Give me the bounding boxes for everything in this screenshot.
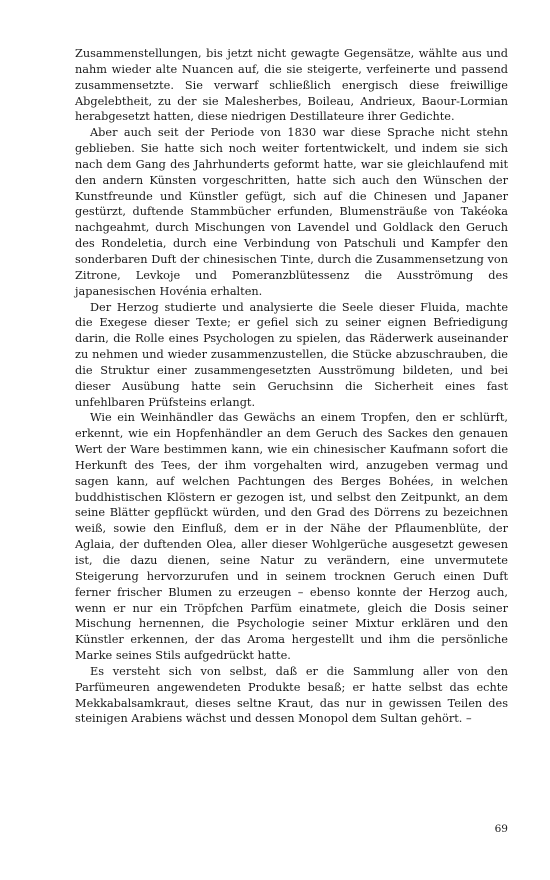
- paragraph-continuation: Zusammenstellungen, bis jetzt nicht gewagte Gegensätze, wählte aus und nahm wieder alte Nuancen auf, die sie steigerte, verfeinerte und passend zusammensetzte. Sie verwarf schließlich energisch diese freiwillige Abgelebtheit, zu der sie Malesherbes, Boileau, Andrieux, Baour-Lormian herabgesetzt hatten, diese niedrigen Destillateure ihrer Gedichte.: [75, 47, 508, 124]
- paragraph-wine-merchant: Wie ein Weinhändler das Gewächs an einem Tropfen, den er schlürft, erkennt, wie ein Hopfenhändler an dem Geruch des Sackes den genauen Wert der Ware bestimmen kann, wie ein chinesischer Kaufmann sofort die Herkunft des Tees, der ihm vorgehalten wird, anzugeben vermag und sagen kann, auf welchen Pachtungen des Berges Bohées, in welchen buddhistischen Klöstern er gezogen ist, und selbst den Zeitpunkt, an dem seine Blätter gepflückt würden, und den Grad des Dörrens zu bezeichnen weiß, sowie den Einfluß, dem er in der Nähe der Pflaumenblüte, der Aglaia, der duftenden Olea, aller dieser Wohlgerüche ausgesetzt gewesen ist, die dazu dienen, seine Natur zu verändern, eine unvermutete Steigerung hervorzurufen und in seinem trocknen Geruch einen Duft ferner frischer Blumen zu erzeugen – ebenso konnte der Herzog auch, wenn er nur ein Tröpfchen Parfüm einatmete, gleich die Dosis seiner Mischung hernennen, die Psychologie seiner Mixtur erklären und den Künstler erkennen, der das Aroma hergestellt und ihm die persönliche Marke seines Stils aufgedrückt hatte.: [75, 411, 508, 663]
- paragraph-language-development: Aber auch seit der Periode von 1830 war diese Sprache nicht stehn geblieben. Sie hatte sich noch weiter fortentwickelt, und indem sie sich nach dem Gang des Jahrhunderts geformt hatte, war sie gleichlaufend mit den andern Künsten vorgeschritten, hatte sich auch den Wünschen der Kunstfreunde und Künstler gefügt, sich auf die Chinesen und Japaner gestürzt, duftende Stammbücher erfunden, Blumensträuße von Takéoka nachgeahmt, durch Mischungen von Lavendel und Goldlack den Geruch des Rondeletia, durch eine Verbindung von Patschuli und Kampfer den sonderbaren Duft der chinesischen Tinte, durch die Zusammensetzung von Zitrone, Levkoje und Pomeranzblütessenz die Ausströmung des japanesischen Hovénia erhalten.: [75, 126, 508, 298]
- page-body: [75, 46, 508, 727]
- paragraph-collection: Es versteht sich von selbst, daß er die Sammlung aller von den Parfümeuren angewendeten Produkte besaß; er hatte selbst das echte Mekkabalsamkraut, dieses seltne Kraut, das nur in gewissen Teilen des steinigen Arabiens wächst und dessen Monopol dem Sultan gehört. –: [75, 664, 508, 726]
- paragraph-duke-analysis: Der Herzog studierte und analysierte die Seele dieser Fluida, machte die Exegese dieser Texte; er gefiel sich zu seiner eignen Befriedigung darin, die Rolle eines Psychologen zu spielen, das Räderwerk auseinander zu nehmen und wieder zusammenzustellen, die Stücke abzuschrauben, die die Struktur einer zusammengesetzten Ausströmung bildeten, und bei dieser Ausübung hatte sein Geruchsinn die Sicherheit eines fast unfehlbaren Prüfsteins erlangt.: [75, 300, 508, 409]
- page-number: 69: [494, 823, 508, 835]
